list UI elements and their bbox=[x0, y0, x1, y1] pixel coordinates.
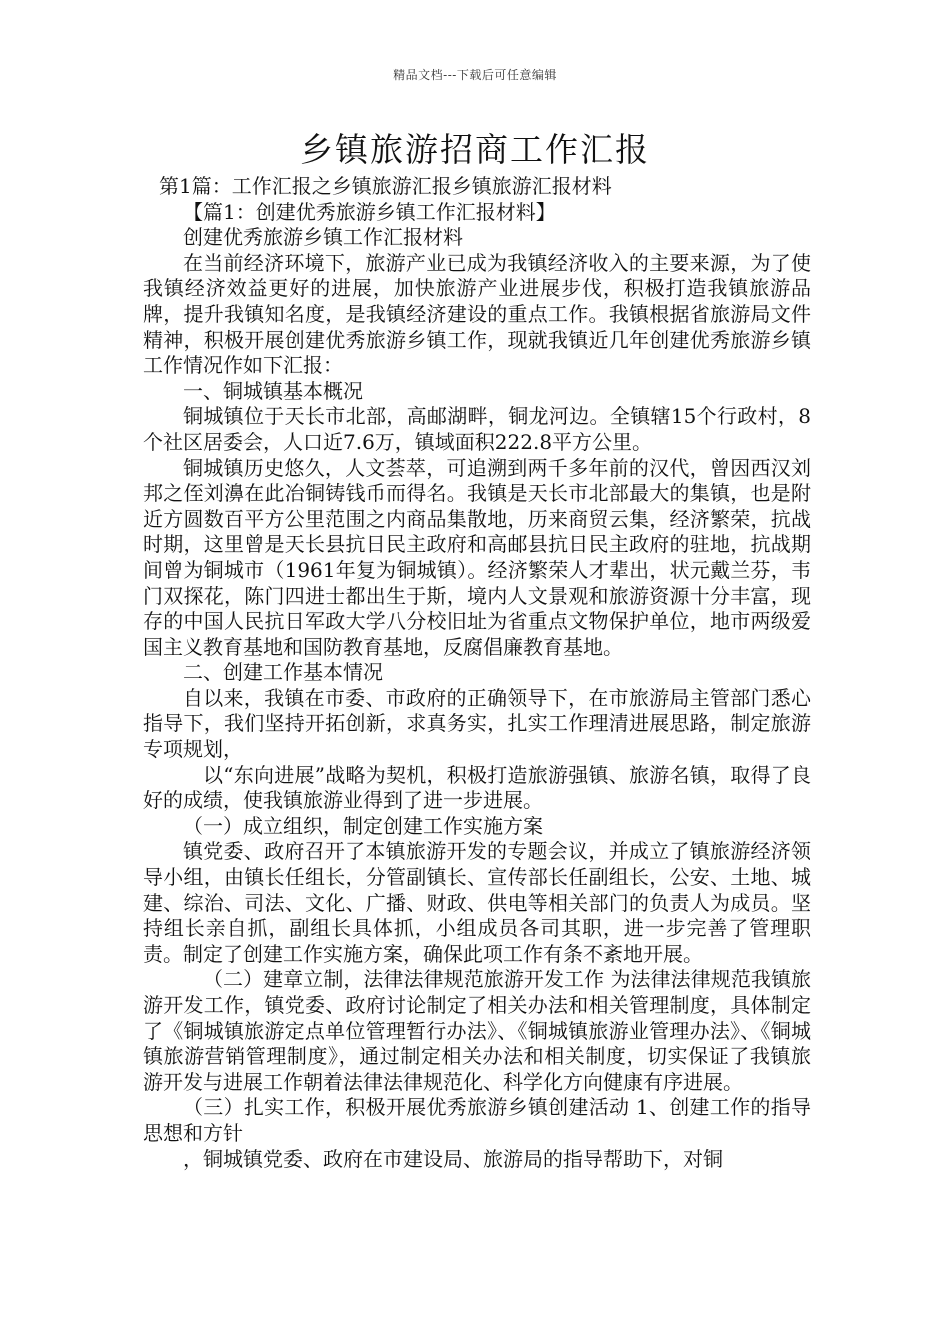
subsection-heading: （一）成立组织，制定创建工作实施方案 bbox=[183, 813, 543, 838]
section-heading: 二、创建工作基本情况 bbox=[183, 660, 383, 685]
header-note: 精品文档---下载后可任意编辑 bbox=[393, 68, 557, 82]
paragraph: 创建优秀旅游乡镇工作汇报材料 bbox=[183, 225, 463, 250]
paragraph: 【篇1：创建优秀旅游乡镇工作汇报材料】 bbox=[183, 199, 556, 224]
document-body bbox=[143, 174, 811, 1172]
paragraph: 镇党委、政府召开了本镇旅游开发的专题会议，并成立了镇旅游经济领导小组，由镇长任组长，分管副镇长、宣传部长任副组长，公安、土地、城建、综治、司法、文化、广播、财政、供电等相关部门的负责人为成员。坚持组长亲自抓，副组长具体抓，小组成员各司其职，进一步完善了管理职责。制定了创建工作实施方案，确保此项工作有条不紊地开展。 bbox=[143, 839, 811, 966]
paragraph: 铜城镇位于天长市北部，高邮湖畔，铜龙河边。全镇辖15个行政村，8个社区居委会，人口近7.6万，镇域面积222.8平方公里。 bbox=[143, 404, 811, 454]
paragraph: 以“东向进展”战略为契机，积极打造旅游强镇、旅游名镇，取得了良好的成绩，使我镇旅游业得到了进一步进展。 bbox=[143, 762, 811, 813]
paragraph: （二）建章立制，法律法律规范旅游开发工作 为法律法律规范我镇旅游开发工作，镇党委、政府讨论制定了相关办法和相关管理制度，具体制定了《铜城镇旅游定点单位管理暂行办法》、《铜城镇旅游业管理办法》、《铜城镇旅游营销管理制度》，通过制定相关办法和相关制度，切实保证了我镇旅游开发与进展工作朝着法律法律规范化、科学化方向健康有序进展。 bbox=[143, 967, 811, 1094]
document-title: 乡镇旅游招商工作汇报 bbox=[300, 130, 650, 169]
paragraph: 在当前经济环境下，旅游产业已成为我镇经济收入的主要来源，为了使我镇经济效益更好的进展，加快旅游产业进展步伐，积极打造我镇旅游品牌，提升我镇知名度，是我镇经济建设的重点工作。我镇根据省旅游局文件精神，积极开展创建优秀旅游乡镇工作，现就我镇近几年创建优秀旅游乡镇工作情况作如下汇报： bbox=[143, 250, 811, 378]
paragraph: 自以来，我镇在市委、市政府的正确领导下，在市旅游局主管部门悉心指导下，我们坚持开拓创新，求真务实，扎实工作理清进展思路，制定旅游专项规划， bbox=[143, 685, 811, 762]
paragraph: （三）扎实工作，积极开展优秀旅游乡镇创建活动 1、创建工作的指导思想和方针 bbox=[143, 1095, 811, 1145]
section-heading: 一、铜城镇基本概况 bbox=[183, 378, 363, 403]
paragraph: ，铜城镇党委、政府在市建设局、旅游局的指导帮助下，对铜 bbox=[183, 1146, 723, 1171]
paragraph: 铜城镇历史悠久，人文荟萃，可追溯到两千多年前的汉代，曾因西汉刘邦之侄刘濞在此冶铜铸钱币而得名。我镇是天长市北部最大的集镇，也是附近方圆数百平方公里范围之内商品集散地，历来商贸云集，经济繁荣，抗战时期，这里曾是天长县抗日民主政府和高邮县抗日民主政府的驻地，抗战期间曾为铜城市（1961年复为铜城镇）。经济繁荣人才辈出，状元戴兰芬，韦门双探花，陈门四进士都出生于斯，境内人文景观和旅游资源十分丰富，现存的中国人民抗日军政大学八分校旧址为省重点文物保护单位，地市两级爱国主义教育基地和国防教育基地，反腐倡廉教育基地。 bbox=[143, 455, 811, 659]
paragraph: 第1篇：工作汇报之乡镇旅游汇报乡镇旅游汇报材料 bbox=[159, 174, 612, 198]
